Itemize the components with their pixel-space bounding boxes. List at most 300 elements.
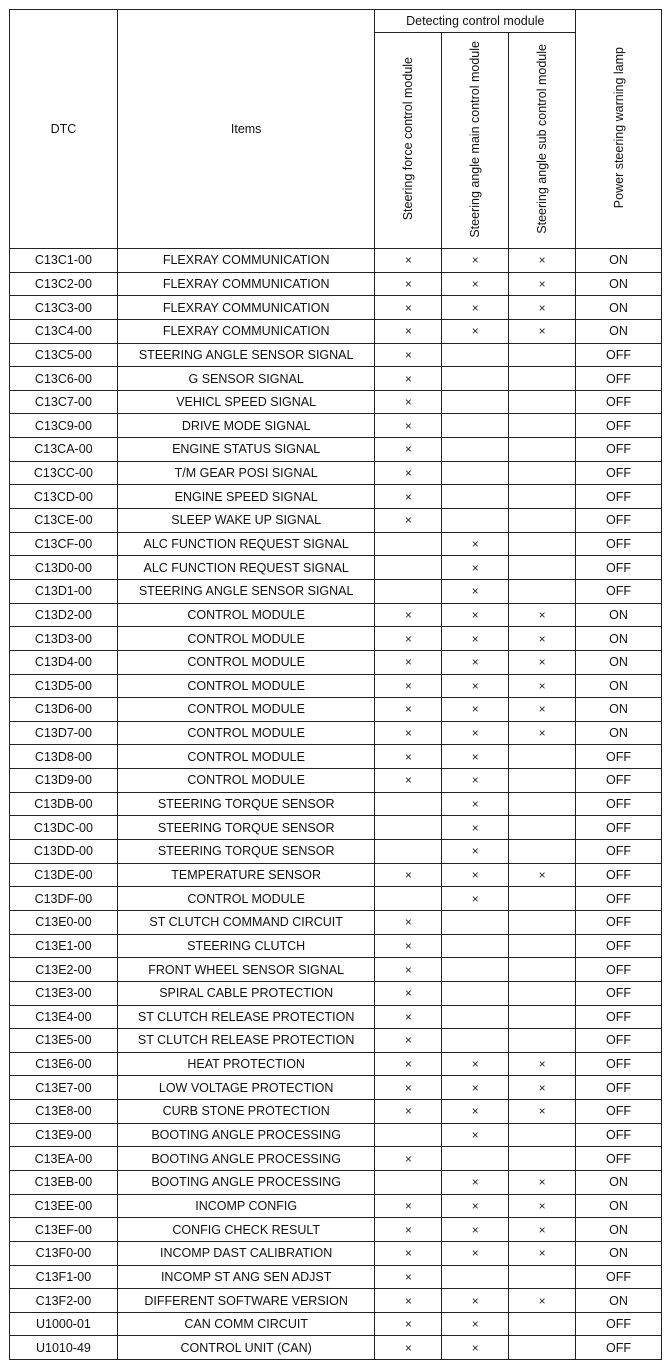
angle-main-mark: × xyxy=(442,249,509,273)
table-row xyxy=(10,1147,662,1171)
dtc-cell: C13EF-00 xyxy=(10,1218,118,1242)
angle-sub-mark xyxy=(509,390,576,414)
angle-sub-mark xyxy=(509,579,576,603)
steering-force-mark: × xyxy=(375,721,442,745)
angle-sub-mark xyxy=(509,1265,576,1289)
dtc-cell: C13E6-00 xyxy=(10,1052,118,1076)
angle-sub-mark xyxy=(509,343,576,367)
angle-sub-mark xyxy=(509,461,576,485)
table-row xyxy=(10,579,662,603)
angle-sub-mark xyxy=(509,438,576,462)
angle-main-mark: × xyxy=(442,1052,509,1076)
table-row xyxy=(10,509,662,533)
header-dtc: DTC xyxy=(10,10,118,249)
warning-lamp-state: OFF xyxy=(576,556,662,580)
warning-lamp-state: OFF xyxy=(576,1100,662,1124)
steering-force-mark: × xyxy=(375,627,442,651)
table-row xyxy=(10,414,662,438)
item-cell: SPIRAL CABLE PROTECTION xyxy=(117,981,375,1005)
item-cell: STEERING ANGLE SENSOR SIGNAL xyxy=(117,579,375,603)
dtc-cell: C13E4-00 xyxy=(10,1005,118,1029)
steering-force-mark: × xyxy=(375,1218,442,1242)
item-cell: CONFIG CHECK RESULT xyxy=(117,1218,375,1242)
steering-force-mark: × xyxy=(375,698,442,722)
steering-force-mark: × xyxy=(375,296,442,320)
warning-lamp-state: OFF xyxy=(576,438,662,462)
steering-force-mark: × xyxy=(375,674,442,698)
dtc-cell: C13D3-00 xyxy=(10,627,118,651)
item-cell: ENGINE STATUS SIGNAL xyxy=(117,438,375,462)
angle-sub-mark xyxy=(509,840,576,864)
angle-main-mark: × xyxy=(442,698,509,722)
angle-main-mark: × xyxy=(442,319,509,343)
dtc-cell: C13DC-00 xyxy=(10,816,118,840)
table-row xyxy=(10,792,662,816)
warning-lamp-state: ON xyxy=(576,627,662,651)
steering-force-mark: × xyxy=(375,343,442,367)
warning-lamp-state: OFF xyxy=(576,390,662,414)
table-row xyxy=(10,1312,662,1336)
steering-force-mark xyxy=(375,816,442,840)
item-cell: ENGINE SPEED SIGNAL xyxy=(117,485,375,509)
item-cell: INCOMP DAST CALIBRATION xyxy=(117,1241,375,1265)
steering-force-mark: × xyxy=(375,485,442,509)
dtc-cell: C13D6-00 xyxy=(10,698,118,722)
table-row xyxy=(10,698,662,722)
dtc-cell: C13D2-00 xyxy=(10,603,118,627)
dtc-cell: C13D9-00 xyxy=(10,769,118,793)
dtc-cell: C13CF-00 xyxy=(10,532,118,556)
angle-sub-mark xyxy=(509,1147,576,1171)
steering-force-mark: × xyxy=(375,1194,442,1218)
angle-sub-mark xyxy=(509,1029,576,1053)
warning-lamp-state: OFF xyxy=(576,1029,662,1053)
table-row xyxy=(10,981,662,1005)
item-cell: DIFFERENT SOFTWARE VERSION xyxy=(117,1289,375,1313)
angle-main-mark xyxy=(442,390,509,414)
dtc-cell: C13C7-00 xyxy=(10,390,118,414)
warning-lamp-state: ON xyxy=(576,721,662,745)
item-cell: CONTROL MODULE xyxy=(117,650,375,674)
angle-main-mark: × xyxy=(442,674,509,698)
dtc-table xyxy=(9,9,662,1360)
steering-force-mark: × xyxy=(375,910,442,934)
angle-sub-mark xyxy=(509,414,576,438)
warning-lamp-state: ON xyxy=(576,272,662,296)
warning-lamp-state: OFF xyxy=(576,461,662,485)
table-row xyxy=(10,840,662,864)
table-row xyxy=(10,816,662,840)
item-cell: ST CLUTCH RELEASE PROTECTION xyxy=(117,1029,375,1053)
angle-sub-mark: × xyxy=(509,1241,576,1265)
dtc-cell: U1000-01 xyxy=(10,1312,118,1336)
table-row xyxy=(10,1052,662,1076)
steering-force-mark: × xyxy=(375,1076,442,1100)
angle-sub-mark: × xyxy=(509,296,576,320)
angle-sub-mark xyxy=(509,934,576,958)
angle-sub-mark: × xyxy=(509,249,576,273)
item-cell: FLEXRAY COMMUNICATION xyxy=(117,296,375,320)
item-cell: CONTROL MODULE xyxy=(117,674,375,698)
angle-main-mark: × xyxy=(442,721,509,745)
item-cell: CONTROL MODULE xyxy=(117,887,375,911)
steering-force-mark: × xyxy=(375,1265,442,1289)
steering-force-mark: × xyxy=(375,414,442,438)
steering-force-mark xyxy=(375,1123,442,1147)
header-warning-lamp: Power steering warning lamp xyxy=(611,46,626,209)
warning-lamp-state: OFF xyxy=(576,1312,662,1336)
angle-sub-mark xyxy=(509,958,576,982)
steering-force-mark: × xyxy=(375,650,442,674)
table-row xyxy=(10,272,662,296)
dtc-cell: C13C9-00 xyxy=(10,414,118,438)
steering-force-mark: × xyxy=(375,390,442,414)
warning-lamp-state: OFF xyxy=(576,792,662,816)
warning-lamp-state: OFF xyxy=(576,1336,662,1360)
angle-sub-mark xyxy=(509,532,576,556)
warning-lamp-state: OFF xyxy=(576,934,662,958)
warning-lamp-state: ON xyxy=(576,698,662,722)
angle-sub-mark xyxy=(509,1123,576,1147)
angle-sub-mark: × xyxy=(509,650,576,674)
dtc-cell: C13CE-00 xyxy=(10,509,118,533)
table-row xyxy=(10,461,662,485)
item-cell: HEAT PROTECTION xyxy=(117,1052,375,1076)
warning-lamp-state: OFF xyxy=(576,343,662,367)
angle-sub-mark xyxy=(509,1005,576,1029)
steering-force-mark xyxy=(375,792,442,816)
angle-main-mark xyxy=(442,367,509,391)
warning-lamp-state: OFF xyxy=(576,745,662,769)
steering-force-mark: × xyxy=(375,1005,442,1029)
angle-main-mark xyxy=(442,1147,509,1171)
item-cell: SLEEP WAKE UP SIGNAL xyxy=(117,509,375,533)
item-cell: ALC FUNCTION REQUEST SIGNAL xyxy=(117,532,375,556)
angle-sub-mark: × xyxy=(509,603,576,627)
angle-sub-mark: × xyxy=(509,1052,576,1076)
steering-force-mark: × xyxy=(375,438,442,462)
item-cell: CONTROL MODULE xyxy=(117,769,375,793)
steering-force-mark: × xyxy=(375,981,442,1005)
angle-main-mark xyxy=(442,1005,509,1029)
angle-main-mark: × xyxy=(442,650,509,674)
angle-sub-mark: × xyxy=(509,627,576,651)
warning-lamp-state: ON xyxy=(576,319,662,343)
item-cell: BOOTING ANGLE PROCESSING xyxy=(117,1147,375,1171)
angle-main-mark: × xyxy=(442,603,509,627)
warning-lamp-state: OFF xyxy=(576,816,662,840)
warning-lamp-state: ON xyxy=(576,1218,662,1242)
item-cell: TEMPERATURE SENSOR xyxy=(117,863,375,887)
item-cell: ALC FUNCTION REQUEST SIGNAL xyxy=(117,556,375,580)
dtc-cell: C13DF-00 xyxy=(10,887,118,911)
warning-lamp-state: ON xyxy=(576,249,662,273)
item-cell: STEERING ANGLE SENSOR SIGNAL xyxy=(117,343,375,367)
item-cell: FLEXRAY COMMUNICATION xyxy=(117,249,375,273)
steering-force-mark: × xyxy=(375,272,442,296)
item-cell: FLEXRAY COMMUNICATION xyxy=(117,319,375,343)
angle-main-mark: × xyxy=(442,296,509,320)
warning-lamp-state: OFF xyxy=(576,981,662,1005)
angle-sub-mark xyxy=(509,981,576,1005)
angle-main-mark: × xyxy=(442,1194,509,1218)
steering-force-mark xyxy=(375,532,442,556)
item-cell: CURB STONE PROTECTION xyxy=(117,1100,375,1124)
angle-main-mark: × xyxy=(442,1218,509,1242)
angle-main-mark: × xyxy=(442,1336,509,1360)
table-row xyxy=(10,958,662,982)
dtc-cell: C13C4-00 xyxy=(10,319,118,343)
steering-force-mark: × xyxy=(375,745,442,769)
table-row xyxy=(10,249,662,273)
warning-lamp-state: OFF xyxy=(576,910,662,934)
angle-main-mark: × xyxy=(442,792,509,816)
dtc-cell: C13F2-00 xyxy=(10,1289,118,1313)
table-row xyxy=(10,319,662,343)
header-warning-lamp-cell xyxy=(576,10,662,249)
item-cell: ST CLUTCH COMMAND CIRCUIT xyxy=(117,910,375,934)
warning-lamp-state: ON xyxy=(576,1194,662,1218)
steering-force-mark: × xyxy=(375,1289,442,1313)
dtc-cell: C13EE-00 xyxy=(10,1194,118,1218)
angle-main-mark xyxy=(442,343,509,367)
angle-sub-mark xyxy=(509,509,576,533)
dtc-cell: C13E5-00 xyxy=(10,1029,118,1053)
steering-force-mark xyxy=(375,556,442,580)
angle-sub-mark: × xyxy=(509,1194,576,1218)
angle-main-mark xyxy=(442,981,509,1005)
angle-main-mark: × xyxy=(442,556,509,580)
table-body xyxy=(10,249,662,1360)
table-row xyxy=(10,1336,662,1360)
dtc-cell: C13E1-00 xyxy=(10,934,118,958)
dtc-cell: C13D4-00 xyxy=(10,650,118,674)
warning-lamp-state: OFF xyxy=(576,509,662,533)
steering-force-mark: × xyxy=(375,1147,442,1171)
dtc-cell: C13F1-00 xyxy=(10,1265,118,1289)
angle-sub-mark: × xyxy=(509,698,576,722)
steering-force-mark: × xyxy=(375,1100,442,1124)
warning-lamp-state: ON xyxy=(576,650,662,674)
item-cell: CONTROL MODULE xyxy=(117,627,375,651)
angle-sub-mark: × xyxy=(509,863,576,887)
angle-sub-mark xyxy=(509,887,576,911)
warning-lamp-state: ON xyxy=(576,296,662,320)
angle-main-mark: × xyxy=(442,272,509,296)
warning-lamp-state: OFF xyxy=(576,579,662,603)
steering-force-mark: × xyxy=(375,509,442,533)
dtc-cell: C13C5-00 xyxy=(10,343,118,367)
angle-sub-mark: × xyxy=(509,1170,576,1194)
item-cell: CONTROL MODULE xyxy=(117,721,375,745)
angle-sub-mark: × xyxy=(509,721,576,745)
table-row xyxy=(10,1289,662,1313)
warning-lamp-state: OFF xyxy=(576,1005,662,1029)
table-row xyxy=(10,438,662,462)
dtc-cell: C13CD-00 xyxy=(10,485,118,509)
table-row xyxy=(10,721,662,745)
angle-sub-mark xyxy=(509,556,576,580)
steering-force-mark: × xyxy=(375,769,442,793)
item-cell: FLEXRAY COMMUNICATION xyxy=(117,272,375,296)
steering-force-mark: × xyxy=(375,1312,442,1336)
angle-main-mark: × xyxy=(442,1312,509,1336)
dtc-cell: C13E8-00 xyxy=(10,1100,118,1124)
angle-main-mark xyxy=(442,509,509,533)
dtc-cell: C13CC-00 xyxy=(10,461,118,485)
table-row xyxy=(10,532,662,556)
header-angle-sub-cell xyxy=(509,33,576,249)
table-row xyxy=(10,1265,662,1289)
warning-lamp-state: ON xyxy=(576,1241,662,1265)
angle-sub-mark xyxy=(509,792,576,816)
angle-sub-mark xyxy=(509,1336,576,1360)
angle-main-mark: × xyxy=(442,745,509,769)
steering-force-mark: × xyxy=(375,934,442,958)
item-cell: G SENSOR SIGNAL xyxy=(117,367,375,391)
item-cell: STEERING CLUTCH xyxy=(117,934,375,958)
dtc-cell: C13D7-00 xyxy=(10,721,118,745)
dtc-cell: C13DD-00 xyxy=(10,840,118,864)
warning-lamp-state: ON xyxy=(576,603,662,627)
dtc-cell: C13D5-00 xyxy=(10,674,118,698)
angle-main-mark: × xyxy=(442,769,509,793)
item-cell: BOOTING ANGLE PROCESSING xyxy=(117,1123,375,1147)
table-row xyxy=(10,485,662,509)
table-row xyxy=(10,390,662,414)
table-row xyxy=(10,863,662,887)
dtc-cell: C13C6-00 xyxy=(10,367,118,391)
item-cell: STEERING TORQUE SENSOR xyxy=(117,816,375,840)
warning-lamp-state: OFF xyxy=(576,1076,662,1100)
angle-main-mark: × xyxy=(442,1076,509,1100)
warning-lamp-state: OFF xyxy=(576,1147,662,1171)
table-row xyxy=(10,1218,662,1242)
angle-main-mark xyxy=(442,485,509,509)
header-detecting-control-module: Detecting control module xyxy=(375,10,576,33)
table-row xyxy=(10,367,662,391)
item-cell: INCOMP ST ANG SEN ADJST xyxy=(117,1265,375,1289)
warning-lamp-state: OFF xyxy=(576,958,662,982)
item-cell: FRONT WHEEL SENSOR SIGNAL xyxy=(117,958,375,982)
angle-sub-mark xyxy=(509,816,576,840)
dtc-cell: C13DE-00 xyxy=(10,863,118,887)
header-items: Items xyxy=(117,10,375,249)
table-row xyxy=(10,650,662,674)
table-row xyxy=(10,1123,662,1147)
dtc-cell: U1010-49 xyxy=(10,1336,118,1360)
warning-lamp-state: OFF xyxy=(576,532,662,556)
angle-main-mark: × xyxy=(442,532,509,556)
steering-force-mark xyxy=(375,887,442,911)
steering-force-mark: × xyxy=(375,1241,442,1265)
table-row xyxy=(10,343,662,367)
item-cell: CONTROL MODULE xyxy=(117,698,375,722)
table-header xyxy=(10,10,662,249)
angle-main-mark: × xyxy=(442,1170,509,1194)
dtc-cell: C13D0-00 xyxy=(10,556,118,580)
angle-main-mark: × xyxy=(442,840,509,864)
warning-lamp-state: OFF xyxy=(576,769,662,793)
item-cell: CONTROL MODULE xyxy=(117,745,375,769)
steering-force-mark xyxy=(375,579,442,603)
table-row xyxy=(10,1100,662,1124)
angle-main-mark: × xyxy=(442,627,509,651)
warning-lamp-state: OFF xyxy=(576,367,662,391)
steering-force-mark: × xyxy=(375,603,442,627)
table-row xyxy=(10,627,662,651)
warning-lamp-state: OFF xyxy=(576,1123,662,1147)
steering-force-mark: × xyxy=(375,1336,442,1360)
angle-main-mark: × xyxy=(442,1289,509,1313)
table-row xyxy=(10,887,662,911)
table-row xyxy=(10,1076,662,1100)
steering-force-mark: × xyxy=(375,367,442,391)
item-cell: INCOMP CONFIG xyxy=(117,1194,375,1218)
angle-main-mark xyxy=(442,1265,509,1289)
steering-force-mark: × xyxy=(375,863,442,887)
angle-sub-mark: × xyxy=(509,674,576,698)
steering-force-mark: × xyxy=(375,1052,442,1076)
table-row xyxy=(10,556,662,580)
item-cell: CAN COMM CIRCUIT xyxy=(117,1312,375,1336)
angle-sub-mark: × xyxy=(509,1100,576,1124)
dtc-cell: C13F0-00 xyxy=(10,1241,118,1265)
item-cell: T/M GEAR POSI SIGNAL xyxy=(117,461,375,485)
item-cell: ST CLUTCH RELEASE PROTECTION xyxy=(117,1005,375,1029)
dtc-cell: C13C3-00 xyxy=(10,296,118,320)
table-row xyxy=(10,910,662,934)
angle-main-mark: × xyxy=(442,1241,509,1265)
angle-main-mark xyxy=(442,438,509,462)
warning-lamp-state: ON xyxy=(576,1289,662,1313)
angle-main-mark: × xyxy=(442,816,509,840)
steering-force-mark: × xyxy=(375,319,442,343)
item-cell: VEHICL SPEED SIGNAL xyxy=(117,390,375,414)
header-angle-main: Steering angle main control module xyxy=(468,40,483,238)
dtc-cell: C13E0-00 xyxy=(10,910,118,934)
item-cell: CONTROL MODULE xyxy=(117,603,375,627)
angle-main-mark: × xyxy=(442,1100,509,1124)
table-row xyxy=(10,745,662,769)
dtc-cell: C13E3-00 xyxy=(10,981,118,1005)
header-steering-force: Steering force control module xyxy=(401,57,416,221)
angle-main-mark: × xyxy=(442,887,509,911)
steering-force-mark: × xyxy=(375,461,442,485)
steering-force-mark xyxy=(375,840,442,864)
angle-sub-mark: × xyxy=(509,1218,576,1242)
angle-sub-mark xyxy=(509,910,576,934)
item-cell: STEERING TORQUE SENSOR xyxy=(117,792,375,816)
dtc-cell: C13E7-00 xyxy=(10,1076,118,1100)
warning-lamp-state: OFF xyxy=(576,887,662,911)
angle-sub-mark: × xyxy=(509,1289,576,1313)
table-row xyxy=(10,1005,662,1029)
steering-force-mark: × xyxy=(375,958,442,982)
warning-lamp-state: OFF xyxy=(576,1052,662,1076)
table-row xyxy=(10,769,662,793)
table-row xyxy=(10,1029,662,1053)
warning-lamp-state: OFF xyxy=(576,863,662,887)
item-cell: BOOTING ANGLE PROCESSING xyxy=(117,1170,375,1194)
warning-lamp-state: OFF xyxy=(576,1265,662,1289)
steering-force-mark xyxy=(375,1170,442,1194)
angle-main-mark: × xyxy=(442,863,509,887)
table-row xyxy=(10,296,662,320)
header-steering-force-cell xyxy=(375,33,442,249)
angle-sub-mark: × xyxy=(509,272,576,296)
table-row xyxy=(10,674,662,698)
